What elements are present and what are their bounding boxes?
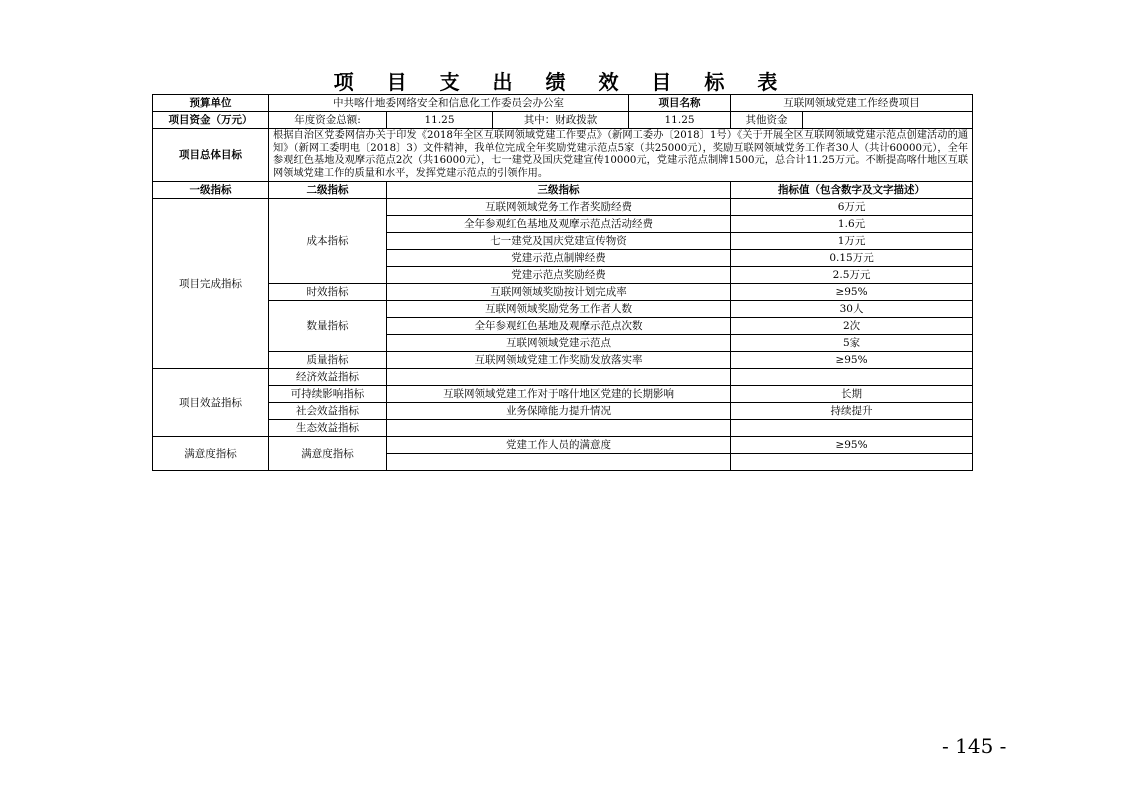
value-cell: 6万元 bbox=[731, 199, 973, 216]
performance-target-table bbox=[152, 94, 973, 471]
value-cell: 0.15万元 bbox=[731, 250, 973, 267]
indicator-cell: 七一建党及国庆党建宣传物资 bbox=[387, 233, 731, 250]
value-cell bbox=[731, 454, 973, 471]
indicator-cell: 互联网领域党建工作对于喀什地区党建的长期影响 bbox=[387, 386, 731, 403]
sub-ecological: 生态效益指标 bbox=[269, 420, 387, 437]
col-level1: 一级指标 bbox=[153, 182, 269, 199]
annual-total-value: 11.25 bbox=[387, 112, 493, 129]
sub-economic: 经济效益指标 bbox=[269, 369, 387, 386]
sub-quality: 质量指标 bbox=[269, 352, 387, 369]
sub-social: 社会效益指标 bbox=[269, 403, 387, 420]
value-cell: ≥95% bbox=[731, 352, 973, 369]
col-value: 指标值（包含数字及文字描述） bbox=[731, 182, 973, 199]
col-level3: 三级指标 bbox=[387, 182, 731, 199]
group-completion: 项目完成指标 bbox=[153, 199, 269, 369]
indicator-cell bbox=[387, 369, 731, 386]
goal-text: 根据自治区党委网信办关于印发《2018年全区互联网领域党建工作要点》（新网工委办〔2018〕1号）《关于开展全区互联网领域党建示范点创建活动的通知》（新网工委明电〔2018〕3）文件精神，我单位完成全年奖励党建示范点5家（共25000元），奖励互联网领域党务工作者30人（共计60000元），全年参观红色基地及观摩示范点2次（共16000元），七一建党及国庆党建宣传10000元，党建示范点制牌1500元，总合计11.25万元。不断提高喀什地区互联网领域党建工作的质量和水平，发挥党建示范点的引领作用。 bbox=[269, 129, 973, 182]
value-cell: 1.6元 bbox=[731, 216, 973, 233]
indicator-cell bbox=[387, 420, 731, 437]
indicator-cell: 党建示范点奖励经费 bbox=[387, 267, 731, 284]
fiscal-label: 其中：财政拨款 bbox=[493, 112, 629, 129]
table-title: 项 目 支 出 绩 效 目 标 表 bbox=[333, 70, 791, 94]
value-cell: 5家 bbox=[731, 335, 973, 352]
value-cell bbox=[731, 420, 973, 437]
goal-row bbox=[153, 129, 973, 182]
goal-label: 项目总体目标 bbox=[153, 129, 269, 182]
value-cell: 2.5万元 bbox=[731, 267, 973, 284]
value-cell: ≥95% bbox=[731, 284, 973, 301]
value-cell: ≥95% bbox=[731, 437, 973, 454]
funds-row bbox=[153, 112, 973, 129]
table-row bbox=[153, 301, 973, 318]
indicator-cell: 互联网领域奖励按计划完成率 bbox=[387, 284, 731, 301]
value-cell: 1万元 bbox=[731, 233, 973, 250]
budget-unit-label: 预算单位 bbox=[153, 95, 269, 112]
table-row bbox=[153, 437, 973, 454]
table-row bbox=[153, 386, 973, 403]
indicator-cell bbox=[387, 454, 731, 471]
project-name-value: 互联网领域党建工作经费项目 bbox=[731, 95, 973, 112]
value-cell: 30人 bbox=[731, 301, 973, 318]
group-benefit: 项目效益指标 bbox=[153, 369, 269, 437]
value-cell bbox=[731, 369, 973, 386]
column-header-row bbox=[153, 182, 973, 199]
table-row bbox=[153, 403, 973, 420]
col-level2: 二级指标 bbox=[269, 182, 387, 199]
table-row bbox=[153, 352, 973, 369]
indicator-cell: 互联网领域党建示范点 bbox=[387, 335, 731, 352]
other-funds-value bbox=[803, 112, 973, 129]
indicator-cell: 互联网领域奖励党务工作者人数 bbox=[387, 301, 731, 318]
value-cell: 长期 bbox=[731, 386, 973, 403]
project-name-label: 项目名称 bbox=[629, 95, 731, 112]
indicator-cell: 互联网领域党务工作者奖励经费 bbox=[387, 199, 731, 216]
page-number: - 145 - bbox=[942, 734, 1007, 758]
value-cell: 持续提升 bbox=[731, 403, 973, 420]
sub-cost: 成本指标 bbox=[269, 199, 387, 284]
annual-total-label: 年度资金总额: bbox=[269, 112, 387, 129]
sub-satisfaction: 满意度指标 bbox=[269, 437, 387, 471]
indicator-cell: 党建工作人员的满意度 bbox=[387, 437, 731, 454]
indicator-cell: 党建示范点制牌经费 bbox=[387, 250, 731, 267]
indicator-cell: 业务保障能力提升情况 bbox=[387, 403, 731, 420]
indicator-cell: 全年参观红色基地及观摩示范点活动经费 bbox=[387, 216, 731, 233]
funds-label: 项目资金（万元） bbox=[153, 112, 269, 129]
budget-unit-row bbox=[153, 95, 973, 112]
table-row bbox=[153, 420, 973, 437]
table-row bbox=[153, 284, 973, 301]
indicator-cell: 互联网领域党建工作奖励发放落实率 bbox=[387, 352, 731, 369]
budget-unit-value: 中共喀什地委网络安全和信息化工作委员会办公室 bbox=[269, 95, 629, 112]
sub-quantity: 数量指标 bbox=[269, 301, 387, 352]
indicator-cell: 全年参观红色基地及观摩示范点次数 bbox=[387, 318, 731, 335]
table-row bbox=[153, 199, 973, 216]
sub-sustainable: 可持续影响指标 bbox=[269, 386, 387, 403]
group-satisfaction: 满意度指标 bbox=[153, 437, 269, 471]
value-cell: 2次 bbox=[731, 318, 973, 335]
fiscal-value: 11.25 bbox=[629, 112, 731, 129]
table-row bbox=[153, 369, 973, 386]
other-funds-label: 其他资金 bbox=[731, 112, 803, 129]
sub-timeliness: 时效指标 bbox=[269, 284, 387, 301]
